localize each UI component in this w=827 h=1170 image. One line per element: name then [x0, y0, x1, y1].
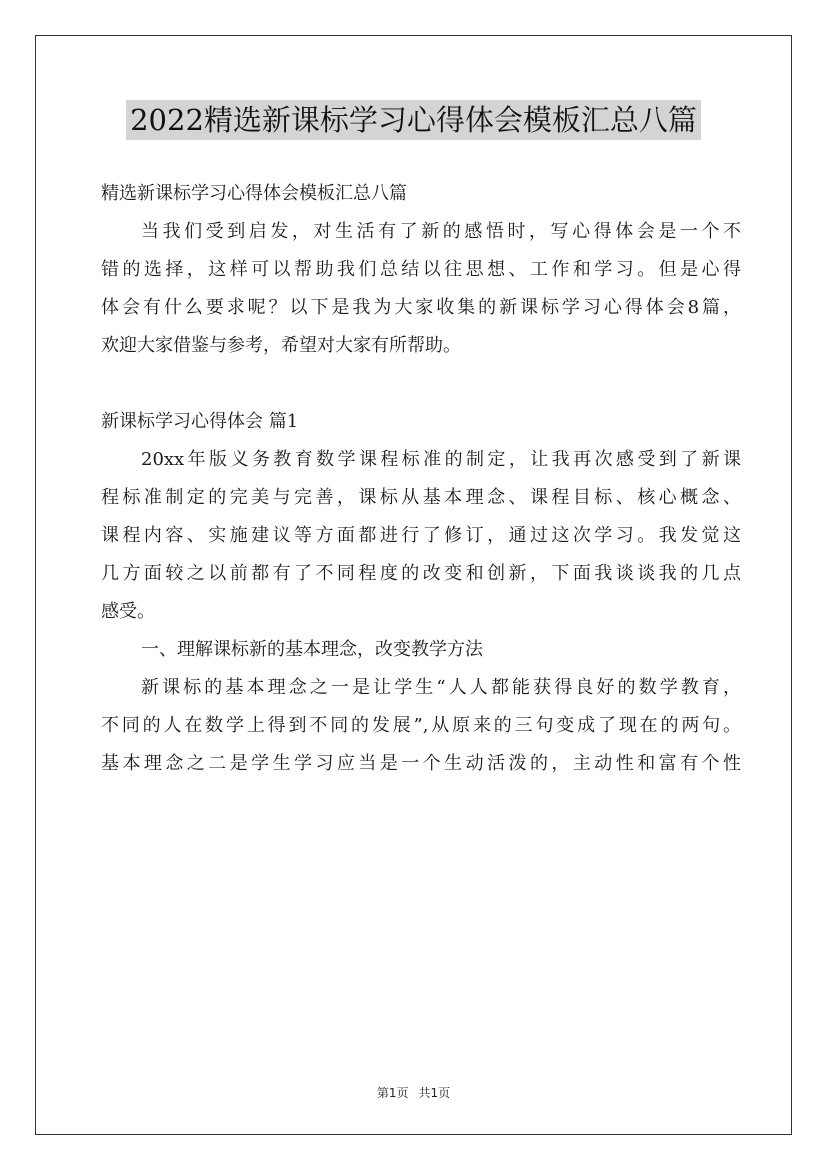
section-heading: 新课标学习心得体会 篇1	[101, 411, 299, 432]
intro-line: 欢迎大家借鉴与参考，希望对大家有所帮助。	[101, 335, 461, 356]
title-container	[0, 100, 827, 140]
body-line: 几方面较之以前都有了不同程度的改变和创新，下面我谈谈我的几点	[101, 563, 741, 584]
body-line: 20xx年版义务教育数学课程标准的制定，让我再次感受到了新课	[141, 449, 741, 470]
paragraph-gap	[101, 365, 741, 403]
body-line: 不同的人在数学上得到不同的发展”,从原来的三句变成了现在的两句。	[101, 715, 741, 736]
intro-line: 体会有什么要求呢？以下是我为大家收集的新课标学习心得体会8篇，	[101, 297, 741, 318]
body-line: 基本理念之二是学生学习应当是一个生动活泼的，主动性和富有个性	[101, 753, 741, 774]
sub-heading: 一、理解课标新的基本理念，改变教学方法	[141, 639, 483, 660]
body-line: 感受。	[101, 601, 155, 622]
intro-line: 错的选择，这样可以帮助我们总结以往思想、工作和学习。但是心得	[101, 259, 741, 280]
body-line: 课程内容、实施建议等方面都进行了修订，通过这次学习。我发觉这	[101, 525, 741, 546]
document-subtitle: 精选新课标学习心得体会模板汇总八篇	[101, 183, 407, 204]
body-line: 新课标的基本理念之一是让学生“人人都能获得良好的数学教育，	[141, 677, 741, 698]
page-number: 第1页	[376, 1086, 409, 1100]
page-total: 共1页	[418, 1086, 451, 1100]
body-line: 程标准制定的完美与完善，课标从基本理念、课程目标、核心概念、	[101, 487, 741, 508]
intro-line: 当我们受到启发，对生活有了新的感悟时，写心得体会是一个不	[141, 221, 741, 242]
document-body	[101, 175, 741, 783]
document-title: 2022精选新课标学习心得体会模板汇总八篇	[126, 100, 701, 140]
page-footer	[0, 1084, 827, 1101]
